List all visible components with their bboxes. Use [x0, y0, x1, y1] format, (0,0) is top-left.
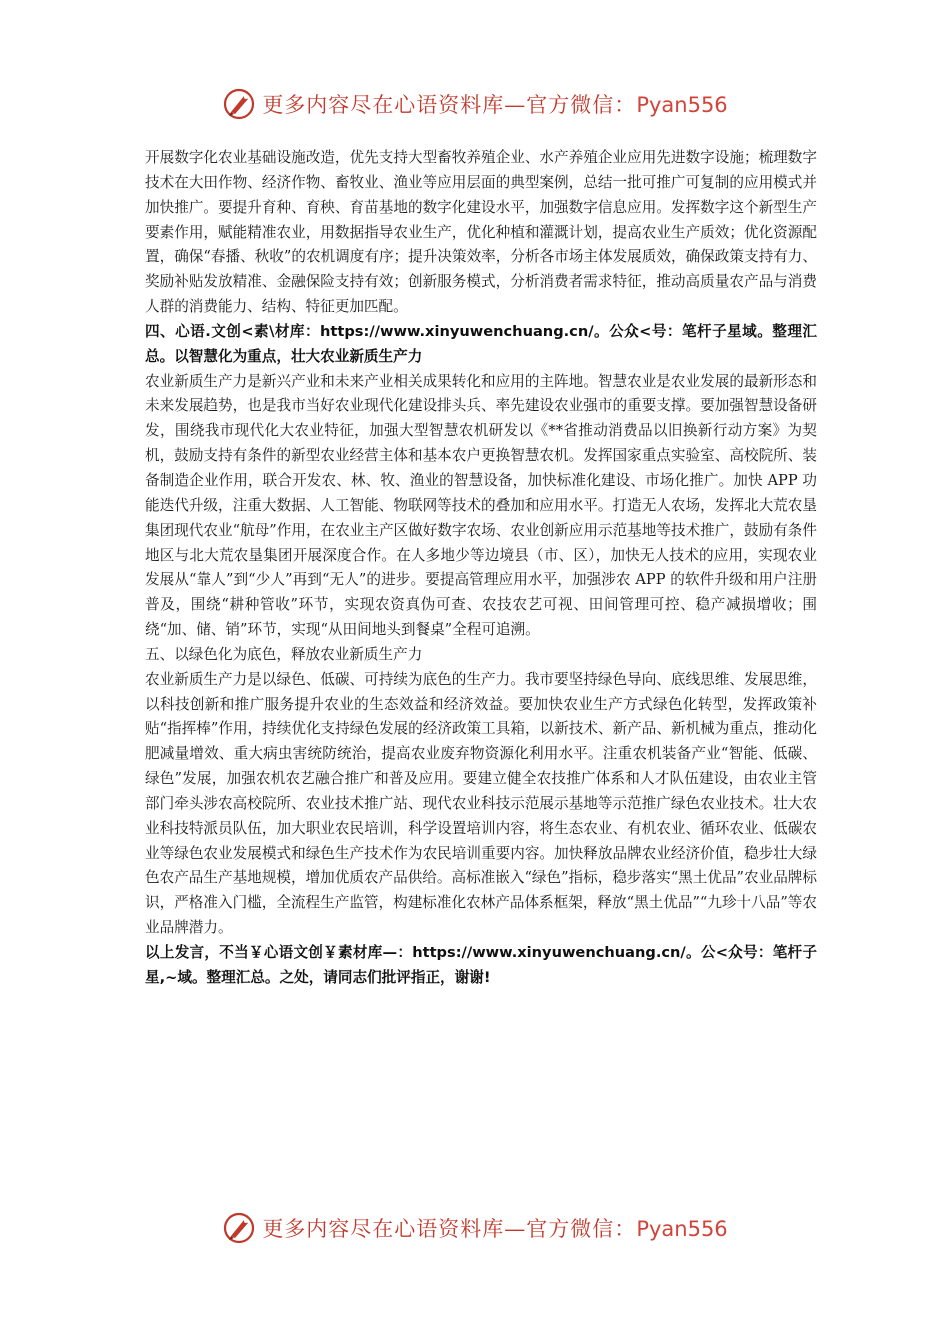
section-heading-4: 四、心语.文创<素\材库：https://www.xinyuwenchuang.cn/。公众<号：笔杆子星域。整理汇总。以智慧化为重点，壮大农业新质生产力 — [145, 322, 817, 365]
top-banner — [0, 84, 950, 124]
banner-account: Pyan556 — [636, 1217, 728, 1241]
document-body — [145, 146, 817, 991]
banner-text: 更多内容尽在心语资料库—官方微信： — [262, 1217, 637, 1241]
paragraph-green-agriculture: 农业新质生产力是以绿色、低碳、可持续为底色的生产力。我市要坚持绿色导向、底线思维、发展思维，以科技创新和推广服务提升农业的生态效益和经济效益。要加快农业生产方式绿色化转型，发挥政策补贴“指挥棒”作用，持续优化支持绿色发展的经济政策工具箱，以新技术、新产品、新机械为重点，推动化肥减量增效、重大病虫害统防统治，提高农业废弃物资源化利用水平。注重农机装备产业“智能、低碳、绿色”发展，加强农机农艺融合推广和普及应用。要建立健全农技推广体系和人才队伍建设，由农业主管部门牵头涉农高校院所、农业技术推广站、现代农业科技示范展示基地等示范推广绿色农业技术。壮大农业科技特派员队伍，加大职业农民培训，科学设置培训内容，将生态农业、有机农业、循环农业、低碳农业等绿色农业发展模式和绿色生产技术作为农民培训重要内容。加快释放品牌农业经济价值，稳步壮大绿色农产品生产基地规模，增加优质农产品供给。高标准嵌入“绿色”指标，稳步落实“黑土优品”农业品牌标识，严格准入门槛，全流程生产监管，构建标准化农林产品体系框架，释放“黑土优品”“九珍十八品”等农业品牌潜力。 — [145, 670, 817, 937]
section-heading-5: 五、以绿色化为底色，释放农业新质生产力 — [145, 645, 423, 663]
banner-slogan — [262, 89, 727, 119]
paragraph-smart-agriculture: 农业新质生产力是新兴产业和未来产业相关成果转化和应用的主阵地。智慧农业是农业发展的最新形态和未来发展趋势，也是我市当好农业现代化建设排头兵、率先建设农业强市的重要支撑。要加强智慧设备研发，围绕我市现代化大农业特征，加强大型智慧农机研发以《**省推动消费品以旧换新行动方案》为契机，鼓励支持有条件的新型农业经营主体和基本农户更换智慧农机。发挥国家重点实验室、高校院所、装备制造企业作用，联合开发农、林、牧、渔业的智慧设备，加快标准化建设、市场化推广。加快 APP 功能迭代升级，注重大数据、人工智能、物联网等技术的叠加和应用水平。打造无人农场，发挥北大荒农垦集团现代农业“航母”作用，在农业主产区做好数字农场、农业创新应用示范基地等技术推广，鼓励有条件地区与北大荒农垦集团开展深度合作。在人多地少等边境县（市、区），加快无人技术的应用，实现农业发展从“靠人”到“少人”再到“无人”的进步。要提高管理应用水平，加强涉农 APP 的软件升级和用户注册普及，围绕“耕种管收”环节，实现农资真伪可查、农技农艺可视、田间管理可控、稳产减损增收；围绕“加、储、销”环节，实现“从田间地头到餐桌”全程可追溯。 — [145, 372, 817, 639]
brush-pen-logo-icon — [222, 87, 256, 121]
banner-slogan — [262, 1213, 727, 1243]
brush-pen-logo-icon — [222, 1211, 256, 1245]
paragraph-digital-infrastructure: 开展数字化农业基础设施改造，优先支持大型畜牧养殖企业、水产养殖企业应用先进数字设施；梳理数字技术在大田作物、经济作物、畜牧业、渔业等应用层面的典型案例，总结一批可推广可复制的应用模式并加快推广。要提升育种、育秧、育苗基地的数字化建设水平，加强数字信息应用。发挥数字这个新型生产要素作用，赋能精准农业，用数据指导农业生产，优化种植和灌溉计划，提高农业生产质效；优化资源配置，确保“春播、秋收”的农机调度有序；提升决策效率，分析各市场主体发展质效，确保政策支持有力、奖励补贴发放精准、金融保险支持有效；创新服务模式，分析消费者需求特征，推动高质量农产品与消费人群的消费能力、结构、特征更加匹配。 — [145, 149, 817, 316]
banner-account: Pyan556 — [636, 93, 728, 117]
bottom-banner — [0, 1208, 950, 1248]
closing-remarks: 以上发言，不当￥心语文创￥素材库—：https://www.xinyuwenchuang.cn/。公<众号：笔杆子星,~域。整理汇总。之处，请同志们批评指正，谢谢! — [145, 944, 817, 986]
banner-text: 更多内容尽在心语资料库—官方微信： — [262, 93, 637, 117]
